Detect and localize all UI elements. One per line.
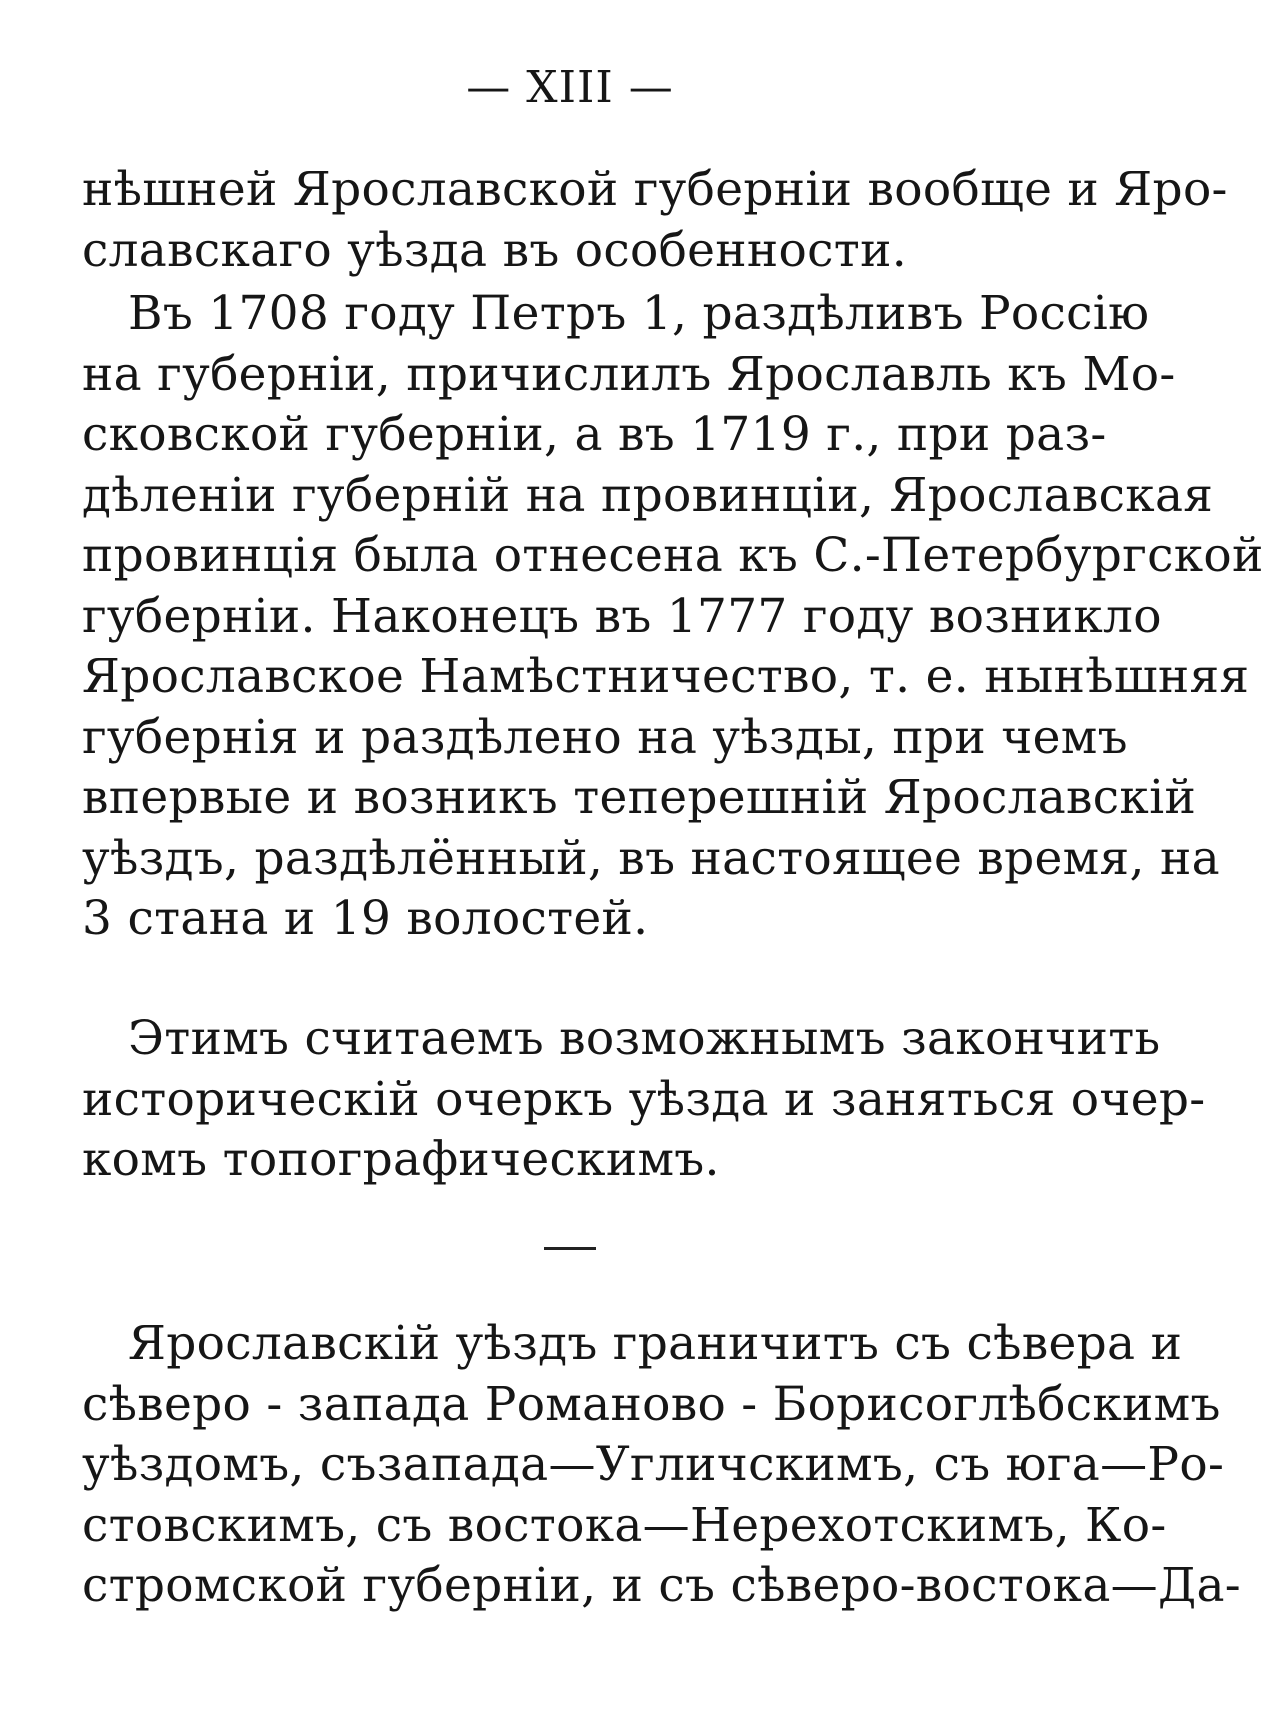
page-number-header: — XIII — <box>466 62 674 113</box>
text-line: 3 стана и 19 волостей. <box>82 891 649 946</box>
text-line: губернія и раздѣлено на уѣзды, при чемъ <box>82 709 1128 765</box>
text-line: нѣшней Ярославской губерніи вообще и Яро- <box>82 162 1228 217</box>
text-line: стромской губерніи, и съ сѣверо-востока—Да- <box>82 1558 1241 1613</box>
text-line: стовскимъ, съ востока—Нерехотскимъ, Ко- <box>82 1497 1167 1553</box>
text-line: дѣленіи губерній на провинціи, Ярославская <box>82 467 1214 523</box>
text-line: уѣздомъ, съзапада—Угличскимъ, съ юга—Ро- <box>82 1437 1225 1492</box>
text-line: славскаго уѣзда въ особенности. <box>82 222 907 278</box>
text-line: историческій очеркъ уѣзда и заняться очер- <box>82 1071 1206 1127</box>
text-line: сѣверо - запада Романово - Борисоглѣбскимъ <box>82 1376 1221 1432</box>
text-line: сковской губерніи, а въ 1719 г., при раз- <box>82 407 1107 462</box>
paragraph-2 <box>82 284 1264 950</box>
text-line: Этимъ считаемъ возможнымъ закончить <box>128 1011 1161 1066</box>
paragraph-1 <box>82 160 1228 281</box>
text-line: Въ 1708 году Петръ 1, раздѣливъ Россію <box>128 286 1150 341</box>
paragraph-3 <box>82 1009 1206 1191</box>
text-line: провинція была отнесена къ С.-Петербургской <box>82 528 1264 583</box>
text-line: Ярославскій уѣздъ граничитъ съ сѣвера и <box>128 1316 1183 1371</box>
section-divider <box>544 1247 596 1250</box>
text-line: комъ топографическимъ. <box>82 1132 720 1187</box>
text-line: губерніи. Наконецъ въ 1777 году возникло <box>82 588 1162 644</box>
text-line: Ярославское Намѣстничество, т. е. нынѣшняя <box>82 649 1250 704</box>
text-line: впервые и возникъ теперешній Ярославскій <box>82 770 1197 825</box>
text-line: уѣздъ, раздѣлённый, въ настоящее время, на <box>82 830 1220 886</box>
paragraph-4 <box>82 1314 1241 1617</box>
text-line: на губерніи, причислилъ Ярославль къ Мо- <box>82 346 1176 402</box>
